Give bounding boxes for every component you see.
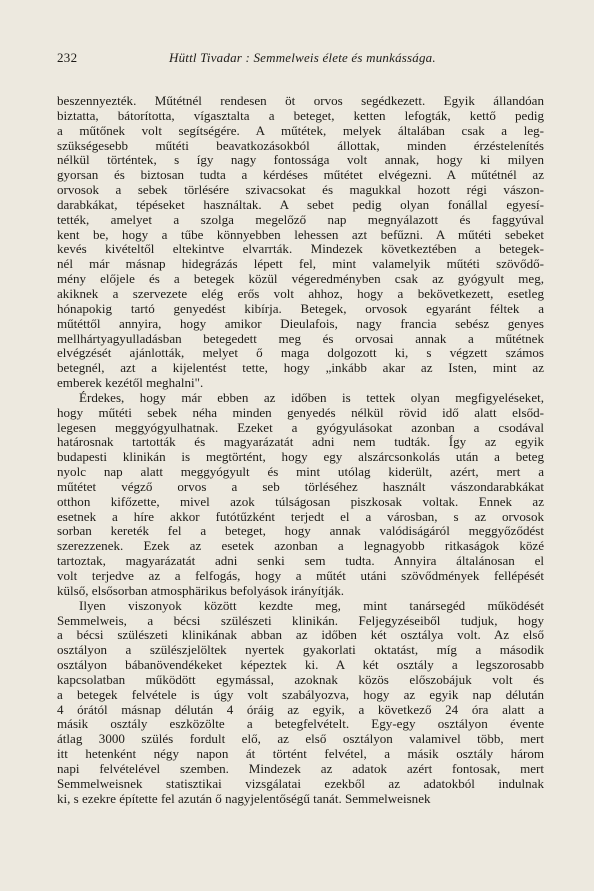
text-line: mény előjele és a betegek közül végeredményben csak az gyógyult meg,: [57, 271, 544, 287]
text-line: szerezzenek. Ezek az esetek azonban a legnagyobb ritkaságok közé: [57, 538, 544, 554]
text-line: Semmelweisnek statisztikai vizsgálatai ezekből az adatokból indulnak: [57, 775, 544, 791]
text-line: átlag 3000 szülés fordult elő, az első osztályon valamivel több, mert: [57, 731, 544, 747]
text-line: osztályon bábanövendékeket képeztek ki. A két osztály a legszorosabb: [57, 657, 544, 673]
text-line: nélkül történtek, s így nagy fontossága volt annak, hogy ki milyen: [57, 152, 544, 168]
text-line: gyorsan és biztosan tudta a kérdéses műtétet elvégezni. A műtétnél az: [57, 167, 544, 183]
text-line: mellhártyagyulladásban betegedett meg és orvosai annak a műtétnek: [57, 330, 544, 346]
running-title: Hüttl Tivadar : Semmelweis élete és munkássága.: [169, 50, 436, 65]
text-line: szükségesebb műtéti beavatkozásokból állottak, minden érzéstelenítés: [57, 137, 544, 153]
text-line: ki, s ezekre építette fel azután ő nagyjelentőségű tanát. Semmelweisnek: [57, 790, 431, 806]
page-number: 232: [57, 50, 78, 65]
text-line: beszennyezték. Műtétnél rendesen öt orvos segédkezett. Egyik állandóan: [57, 93, 544, 108]
text-line: budapesti klinikán is megtörtént, hogy egy alszárcsonkolás után a beteg: [57, 449, 544, 465]
text-line: esetnek a híre akkor futótűzként terjedt el a városban, s az orvosok: [57, 508, 544, 524]
text-line: a bécsi szülészeti klinikának abban az időben két osztálya volt. Az első: [57, 627, 544, 643]
text-line: otthon kifőzette, mivel azok túlságosan piszkosak voltak. Ennek az: [57, 493, 544, 509]
text-line: hogy műtéti sebek néha minden genyedés nélkül rövid idő alatt elsőd-: [57, 404, 544, 420]
text-line: betegnél, azt a kijelentést tette, hogy „inkább akar az Isten, mint az: [57, 360, 544, 376]
text-line: hónapokig tartó genyedést kibírja. Betegek, orvosok egyaránt féltek a: [57, 300, 544, 316]
text-line: sorban kereték fel a beteget, hogy annak valódiságáról meggyőződést: [57, 523, 544, 539]
text-line: kevés kivételtől eltekintve elvarrták. Mindezek következtében a betegek-: [57, 241, 544, 257]
text-line: a betegek felvétele is úgy volt szabályozva, hogy az egyik nap délután: [57, 686, 544, 702]
text-line: elvégzését ajánlották, melyet ő maga dolgozott ki, s végzett számos: [57, 345, 544, 361]
text-line: Ilyen viszonyok között kezdte meg, mint tanársegéd működését: [79, 597, 544, 613]
text-line: műtéttől annyira, hogy amikor Dieulafois, nagy francia sebész genyes: [57, 315, 544, 331]
text-line: itt hetenként négy napon át történt felvétel, a másik osztály három: [57, 746, 544, 762]
text-line: kent be, hogy a tűbe könnyebben lehessen azt befűzni. A műtéti sebeket: [57, 226, 544, 242]
text-line: osztályon a szülészjelöltek nyertek gyakorlati oktatást, míg a második: [57, 642, 544, 658]
text-line: emberek kezétől meghalni".: [57, 375, 204, 391]
text-line: biztatta, bátorította, vígasztalta a beteget, ketten lefogták, kettő pedig: [57, 107, 544, 123]
text-line: darabkákat, tépéseket használtak. A sebet pedig olyan fonállal egyesí-: [57, 196, 544, 212]
text-line: másik osztály eszközölte a betegfelvételt. Egy-egy osztályon évente: [57, 716, 544, 732]
text-line: napi felvételével szemben. Mindezek az adatok azért fontosak, mert: [57, 760, 544, 776]
text-line: tartoztak, magyarázatát adni senki sem tudta. Annyira általánosan el: [57, 553, 544, 569]
text-line: Semmelweis, a bécsi szülészeti klinikán. Feljegyzéseiből tudjuk, hogy: [57, 612, 544, 628]
text-line: orvosok a sebek törlésére szivacsokat és magukkal hozott régi vászon-: [57, 182, 544, 198]
text-line: a műtőnek volt segítségére. A műtétek, melyek általában csak a leg-: [57, 122, 544, 138]
body-text: [57, 94, 544, 807]
text-line: akiknek a szervezete elég erős volt ahhoz, hogy a bekövetkezett, esetleg: [57, 285, 544, 301]
text-line: nyolc nap alatt meggyógyult és mint utólag kiderült, azért, mert a: [57, 464, 544, 480]
text-line: határosnak tartották és magyarázatát adni nem tudták. Így az egyik: [57, 434, 544, 450]
text-line: nél már másnap hidegrázás lépett fel, mint valamelyik műtéti szövődő-: [57, 256, 544, 272]
text-line: külső, elsősorban atmosphärikus befolyások irányítják.: [57, 582, 344, 598]
text-line: Érdekes, hogy már ebben az időben is tettek olyan megfigyeléseket,: [79, 389, 544, 405]
text-line: legesen meggyógyulhatnak. Ezeket a gyógyulásokat azonban a csodával: [57, 419, 544, 435]
text-line: volt terjedve az a felfogás, hogy a műtét utáni szövődmények fellépését: [57, 568, 544, 583]
text-line: 4 órától másnap délután 4 óráig az egyik, a következő 24 óra alatt a: [57, 701, 544, 717]
text-line: műtétet végző orvos a seb törléséhez használt vászondarabkákat: [57, 478, 544, 494]
text-line: kapcsolatban működött egymással, azoknak közös előszobájuk volt és: [57, 671, 544, 687]
running-head: [57, 50, 544, 68]
text-line: tették, amelyet a szolga megelőző nap megnyálazott és faggyúval: [57, 211, 544, 227]
